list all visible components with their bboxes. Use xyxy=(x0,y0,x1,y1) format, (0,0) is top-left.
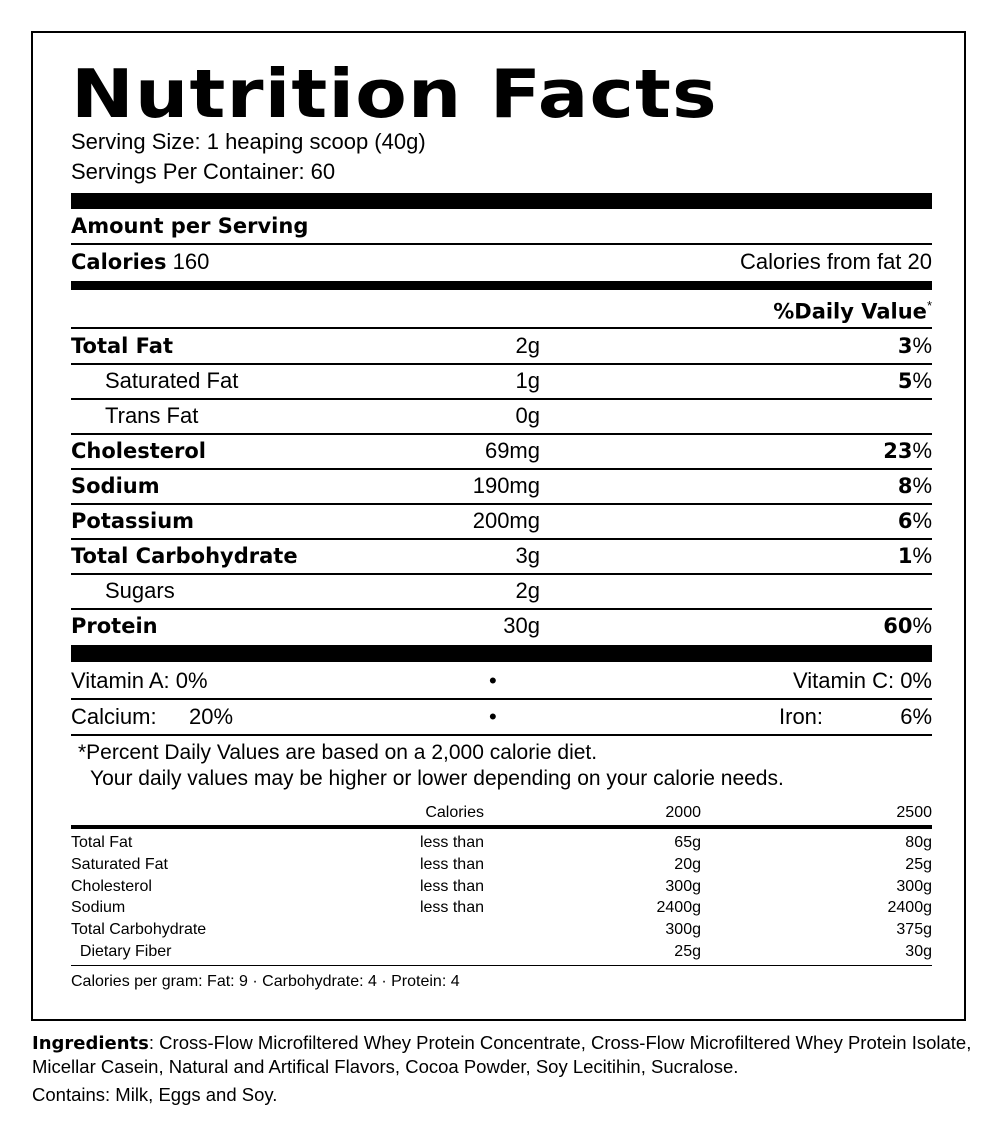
nutrient-name: Total Fat xyxy=(71,334,174,358)
nutrient-row xyxy=(71,545,932,567)
nutrient-amount: 1g xyxy=(515,368,540,393)
divider xyxy=(71,433,932,435)
dv-cell: 80g xyxy=(905,834,932,851)
nutrient-daily-value: 1% xyxy=(897,543,932,568)
footnote xyxy=(78,740,784,793)
calories-from-fat: Calories from fat 20 xyxy=(740,249,932,274)
vitamin-c: Vitamin C: 0% xyxy=(793,668,932,693)
dv-cell: 300g xyxy=(896,877,932,895)
iron-label: Iron: xyxy=(779,704,824,729)
nutrient-name: Potassium xyxy=(71,509,195,533)
divider xyxy=(71,825,932,829)
dv-cell: less than xyxy=(419,899,484,917)
dv-cell: 2400g xyxy=(887,899,932,917)
dv-table-row xyxy=(71,879,932,901)
dv-cell: 2400g xyxy=(656,899,701,917)
nutrition-facts-panel xyxy=(31,31,966,1021)
footnote-line-2: Your daily values may be higher or lower depending on your calorie needs. xyxy=(90,767,784,791)
dv-table-row xyxy=(71,857,932,879)
thick-divider-vitamins xyxy=(71,645,932,662)
dv-cell: 300g xyxy=(665,877,701,895)
ingredients xyxy=(32,1031,972,1079)
nutrient-row xyxy=(71,615,932,637)
nutrient-row xyxy=(71,580,932,602)
nutrient-row xyxy=(71,335,932,357)
dv-cell: 25g xyxy=(674,943,701,960)
dv-cell: 375g xyxy=(896,921,932,939)
nutrient-name: Cholesterol xyxy=(71,439,206,463)
nutrient-name: Total Carbohydrate xyxy=(71,544,298,568)
nutrient-daily-value: 6% xyxy=(897,508,932,533)
dv-cell: 30g xyxy=(905,943,932,960)
nutrient-daily-value: 3% xyxy=(897,333,932,358)
dv-cell: Total Fat xyxy=(71,834,133,851)
nutrient-daily-value: 23% xyxy=(883,438,932,463)
servings-per-container: Servings Per Container: 60 xyxy=(71,159,336,184)
divider xyxy=(71,608,932,610)
ingredients-label: Ingredients xyxy=(32,1033,149,1054)
nutrient-amount: 30g xyxy=(503,613,540,638)
dv-cell: Cholesterol xyxy=(71,877,152,895)
calories-row xyxy=(71,251,932,273)
dv-cell: less than xyxy=(419,855,484,873)
dv-cell: 300g xyxy=(665,921,701,939)
bullet: • xyxy=(489,668,497,693)
thick-divider-top xyxy=(71,193,932,209)
vitamin-row-1 xyxy=(71,670,932,692)
nutrient-row xyxy=(71,475,932,497)
nutrient-amount: 2g xyxy=(515,578,540,603)
nutrient-row xyxy=(71,510,932,532)
divider xyxy=(71,243,932,245)
divider xyxy=(71,363,932,365)
daily-value-header: %Daily Value* xyxy=(773,298,932,324)
calcium-label: Calcium: xyxy=(71,704,157,729)
nutrient-name: Saturated Fat xyxy=(105,368,239,393)
nutrient-row xyxy=(71,405,932,427)
divider xyxy=(71,327,932,329)
dv-cell: Saturated Fat xyxy=(71,855,168,873)
nutrition-facts-title: Nutrition Facts xyxy=(71,55,718,133)
nutrient-daily-value: 60% xyxy=(883,613,932,638)
divider xyxy=(71,734,932,736)
calories-value: 160 xyxy=(172,249,210,274)
nutrient-name: Trans Fat xyxy=(105,403,199,428)
dv-table-row xyxy=(71,900,932,922)
calories-label: Calories xyxy=(71,250,167,274)
nutrient-name: Protein xyxy=(71,614,158,638)
nutrient-row xyxy=(71,440,932,462)
dv-header-2000: 2000 xyxy=(665,804,701,821)
dv-header-2500: 2500 xyxy=(896,804,932,821)
divider xyxy=(71,468,932,470)
amount-per-serving xyxy=(71,215,932,237)
dv-table-row xyxy=(71,835,932,857)
nutrient-amount: 200mg xyxy=(472,508,540,533)
divider xyxy=(71,573,932,575)
dv-cell: less than xyxy=(419,834,484,851)
footnote-line-1: *Percent Daily Values are based on a 2,000 calorie diet. xyxy=(78,741,598,764)
divider xyxy=(71,503,932,505)
nutrient-amount: 69mg xyxy=(484,438,540,463)
bullet: • xyxy=(489,704,497,729)
nutrient-amount: 0g xyxy=(515,403,540,428)
nutrient-daily-value: 5% xyxy=(897,368,932,393)
nutrient-amount: 3g xyxy=(515,543,540,568)
dv-cell: 65g xyxy=(674,834,701,851)
nutrient-amount: 190mg xyxy=(472,473,540,498)
divider xyxy=(71,398,932,400)
nutrient-daily-value: 8% xyxy=(897,473,932,498)
iron-value: 6% xyxy=(900,704,932,729)
vitamin-row-2 xyxy=(71,706,932,728)
vitamin-a: Vitamin A: 0% xyxy=(71,668,208,693)
medium-divider xyxy=(71,281,932,290)
dv-cell: less than xyxy=(419,877,484,895)
divider xyxy=(71,538,932,540)
amount-per-serving-label: Amount per Serving xyxy=(71,214,309,238)
contains: Contains: Milk, Eggs and Soy. xyxy=(32,1084,278,1105)
nutrient-amount: 2g xyxy=(515,333,540,358)
nutrient-name: Sugars xyxy=(105,578,175,603)
dv-table-row xyxy=(71,944,932,966)
ingredients-text: : Cross-Flow Microfiltered Whey Protein Concentrate, Cross-Flow Microfiltered Whey Protein Isolate, Micellar Casein, Natural and Artifical Flavors, Cocoa Powder, Soy Lecitihin, Sucralose. xyxy=(32,1032,972,1078)
divider xyxy=(71,965,932,966)
serving-size: Serving Size: 1 heaping scoop (40g) xyxy=(71,129,426,154)
dv-header-calories: Calories xyxy=(425,804,484,821)
dv-table-header xyxy=(71,805,932,827)
nutrient-name: Sodium xyxy=(71,474,160,498)
dv-cell: Dietary Fiber xyxy=(71,943,172,960)
dv-cell: 25g xyxy=(905,855,932,873)
divider xyxy=(71,698,932,700)
calcium-value: 20% xyxy=(189,704,234,729)
dv-table-row xyxy=(71,922,932,944)
dv-cell: Total Carbohydrate xyxy=(71,921,207,939)
dv-cell: Sodium xyxy=(71,899,126,917)
dv-cell: 20g xyxy=(674,855,701,873)
nutrient-row xyxy=(71,370,932,392)
calories-per-gram: Calories per gram: Fat: 9 · Carbohydrate: 4 · Protein: 4 xyxy=(71,973,460,990)
